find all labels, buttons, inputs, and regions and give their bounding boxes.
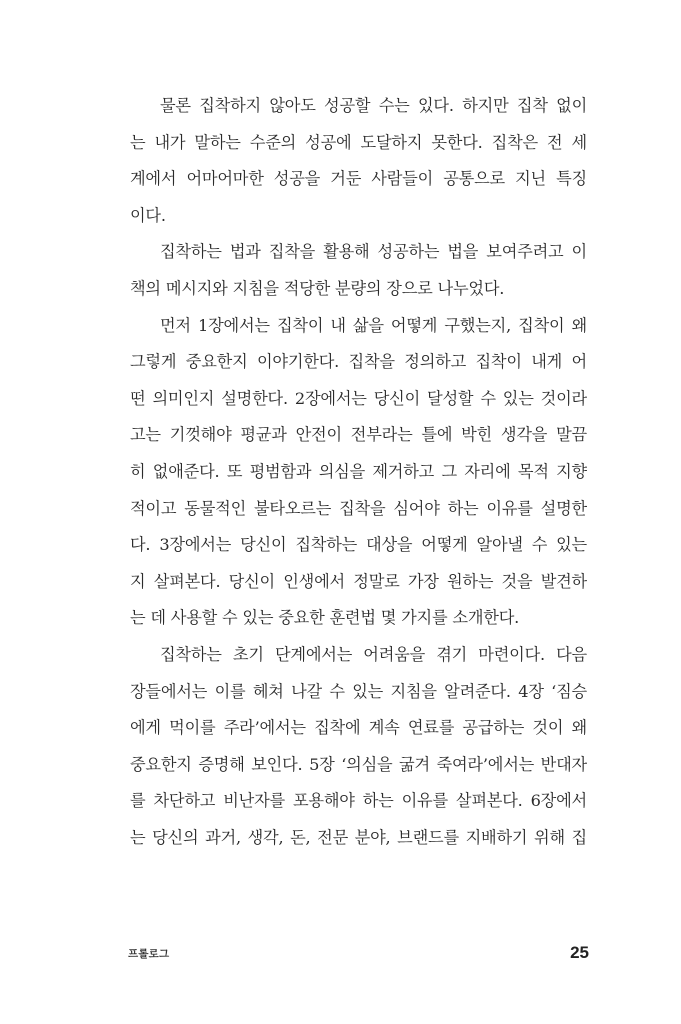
text-line: 에게 먹이를 주라’에서는 집착에 계속 연료를 공급하는 것이 왜 bbox=[130, 718, 587, 738]
page-number: 25 bbox=[570, 943, 589, 962]
text-line: 고는 기껏해야 평균과 안전이 전부라는 틀에 박힌 생각을 말끔 bbox=[130, 425, 587, 445]
text-line: 는 당신의 과거, 생각, 돈, 전문 분야, 브랜드를 지배하기 위해 집 bbox=[130, 827, 587, 847]
text-line: 는 내가 말하는 수준의 성공에 도달하지 못한다. 집착은 전 세 bbox=[130, 132, 587, 152]
text-line: 집착하는 초기 단계에서는 어려움을 겪기 마련이다. 다음 bbox=[160, 644, 587, 664]
text-line: 중요한지 증명해 보인다. 5장 ‘의심을 굶겨 죽여라’에서는 반대자 bbox=[130, 754, 587, 774]
text-line: 를 차단하고 비난자를 포용해야 하는 이유를 살펴본다. 6장에서 bbox=[130, 791, 587, 811]
text-line: 장들에서는 이를 헤쳐 나갈 수 있는 지침을 알려준다. 4장 ‘짐승 bbox=[130, 681, 587, 701]
text-line: 적이고 동물적인 불타오르는 집착을 심어야 하는 이유를 설명한 bbox=[130, 498, 587, 518]
text-line: 계에서 어마어마한 성공을 거둔 사람들이 공통으로 지닌 특징 bbox=[130, 169, 587, 189]
text-line: 히 없애준다. 또 평범함과 의심을 제거하고 그 자리에 목적 지향 bbox=[130, 461, 587, 481]
page-footer bbox=[128, 938, 589, 968]
text-line: 물론 집착하지 않아도 성공할 수는 있다. 하지만 집착 없이 bbox=[160, 96, 587, 115]
text-line: 는 데 사용할 수 있는 중요한 훈련법 몇 가지를 소개한다. bbox=[130, 608, 520, 628]
running-title: 프롤로그 bbox=[128, 947, 170, 960]
text-line: 책의 메시지와 지침을 적당한 분량의 장으로 나누었다. bbox=[130, 278, 505, 298]
body-text bbox=[130, 88, 587, 856]
text-line: 이다. bbox=[130, 205, 166, 225]
text-line: 먼저 1장에서는 집착이 내 삶을 어떻게 구했는지, 집착이 왜 bbox=[160, 315, 587, 335]
text-line: 떤 의미인지 설명한다. 2장에서는 당신이 달성할 수 있는 것이라 bbox=[130, 388, 587, 408]
text-line: 그렇게 중요한지 이야기한다. 집착을 정의하고 집착이 내게 어 bbox=[130, 352, 587, 372]
text-line: 다. 3장에서는 당신이 집착하는 대상을 어떻게 알아낼 수 있는 bbox=[130, 535, 587, 555]
text-line: 지 살펴본다. 당신이 인생에서 정말로 가장 원하는 것을 발견하 bbox=[130, 571, 587, 591]
text-line: 집착하는 법과 집착을 활용해 성공하는 법을 보여주려고 이 bbox=[160, 242, 587, 262]
